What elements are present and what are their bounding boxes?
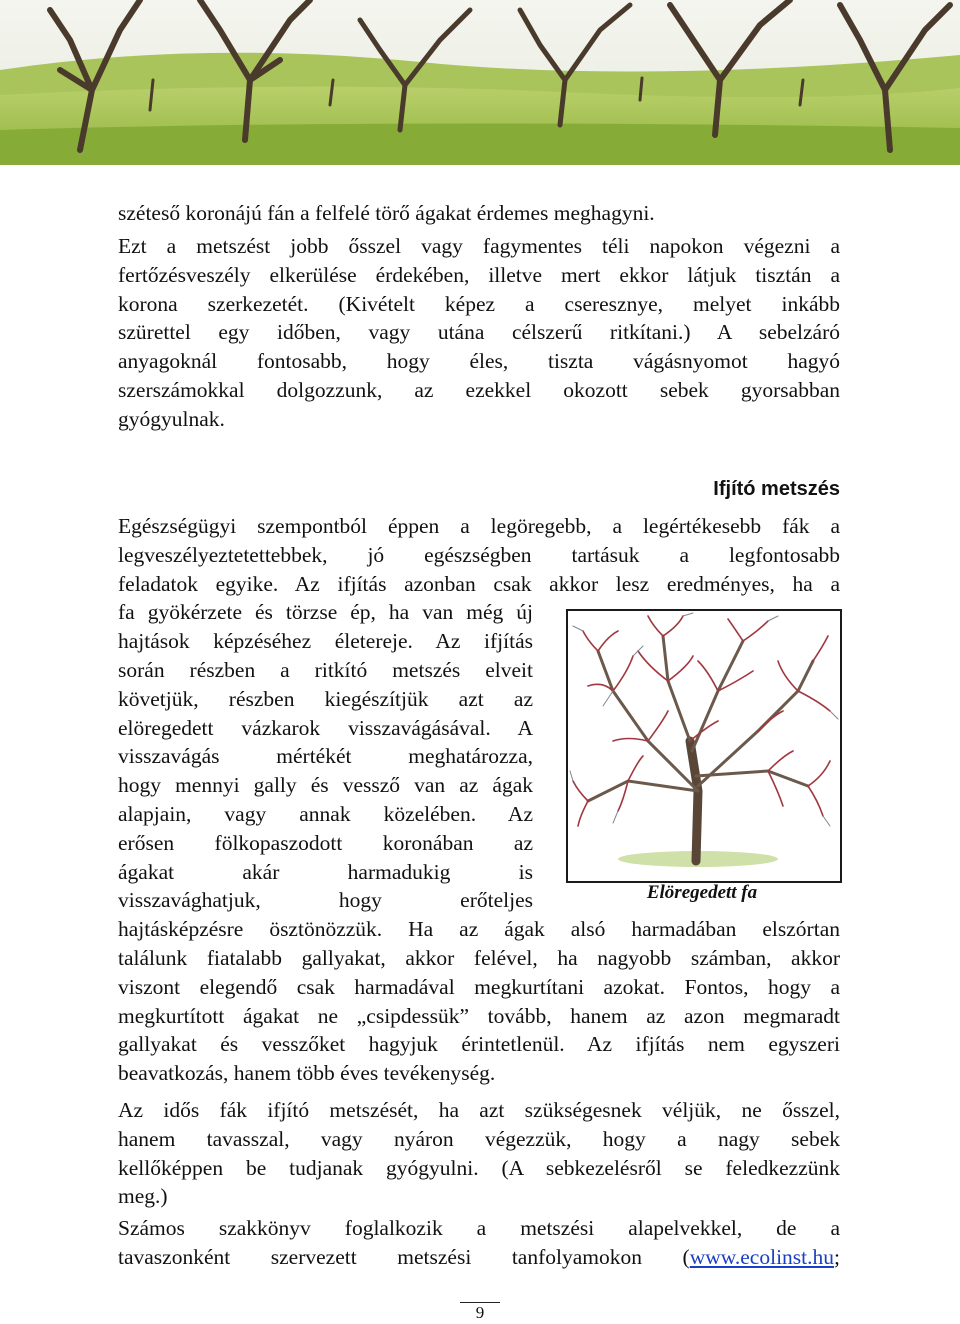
text-line: meg.) [118,1184,168,1209]
text-line: hajtások képzéséhez életereje. Az ifjítás [118,629,533,654]
text-line: Ezt a metszést jobb ősszel vagy fagymentes téli napokon végezni a [118,234,840,258]
page-number: 9 [475,1303,485,1322]
text-line: hanem tavasszal, vagy nyáron végezzük, hogy a nagy sebek [118,1126,840,1151]
text-line: hajtásképzésre ösztönözzük. Ha az ágak alsó harmadában elszórtan [118,917,840,942]
text-line: feladatok egyike. Az ifjítás azonban csak akkor lesz eredményes, ha a [118,571,840,596]
text-line: beavatkozás, hanem több éves tevékenység. [118,1061,496,1086]
text-line: szerszámokkal dolgozzunk, az ezekkel okozott sebek gyorsabban [118,378,840,402]
text-line: visszavágás mértékét meghatározza, [118,744,533,769]
text-line: hogy mennyi gally és vessző van az ágak [118,773,533,798]
text-line: Számos szakkönyv foglalkozik a metszési alapelvekkel, de a [118,1216,840,1240]
text-line: követjük, részben kiegészítjük azt az [118,686,533,711]
text-line: megkurtított ágakat ne „csipdessük” tovább, hanem az azon megmaradt [118,1003,840,1028]
text-line: szürettel egy időben, vagy utána célszerű ritkítani.) A sebelzáró [118,320,840,345]
text-line-prefix: tavaszonként szervezett metszési tanfolyamokon ( [118,1244,690,1269]
text-line: gyógyulnak. [118,406,225,431]
text-line: gallyakat és vesszőket hagyjuk érintetlenül. Az ifjítás nem egyszeri [118,1032,840,1057]
text-line: elöregedett vázkarok visszavágásával. A [118,715,533,740]
text-line: Az idős fák ifjító metszését, ha azt szükségesnek véljük, ne ősszel, [118,1098,840,1122]
text-line: találunk fiatalabb gallyakat, akkor felével, ha nagyobb számban, akkor [118,946,840,970]
ecolinst-link[interactable]: www.ecolinst.hu [689,1244,835,1269]
text-line: fa gyökérzete és törzse ép, ha van még új [118,600,533,625]
link-suffix: ; [834,1244,840,1269]
text-line: korona szerkezetét. (Kivételt képez a cseresznye, melyet inkább [118,291,840,316]
text-line: legveszélyeztetettebbek, jó egészségben tartásuk a legfontosabb [118,542,840,567]
section-heading: Ifjító metszés [713,478,840,500]
text-line: ágakat akár harmadukig is [118,859,533,884]
figure-caption: Elöregedett fa [646,882,758,903]
old-tree-figure [566,609,842,883]
orchard-banner-image [0,0,960,165]
text-line: anyagoknál fontosabb, hogy éles, tiszta vágásnyomot hagyó [118,349,840,374]
text-line: fertőzésveszély elkerülése érdekében, illetve mert ekkor látjuk tisztán a [118,262,840,287]
text-line: Egészségügyi szempontból éppen a legöregebb, a legértékesebb fák a [118,514,840,538]
text-line: széteső koronájú fán a felfelé törő ágakat érdemes meghagyni. [118,201,655,225]
text-line: alapjain, vagy annak közelében. Az [118,802,533,826]
text-line: erősen fölkopaszodott koronában az [118,830,533,855]
old-tree-illustration [568,611,840,881]
text-line: kellőképpen be tudjanak gyógyulni. (A sebkezelésről se feledkezzünk [118,1155,840,1180]
text-line: során részben a ritkító metszés elveit [118,658,533,682]
text-line-with-link [118,1243,840,1272]
text-line: viszont elegendő csak harmadával megkurtítani azokat. Fontos, hogy a [118,974,840,999]
text-line: visszavághatjuk, hogy erőteljes [118,888,533,913]
